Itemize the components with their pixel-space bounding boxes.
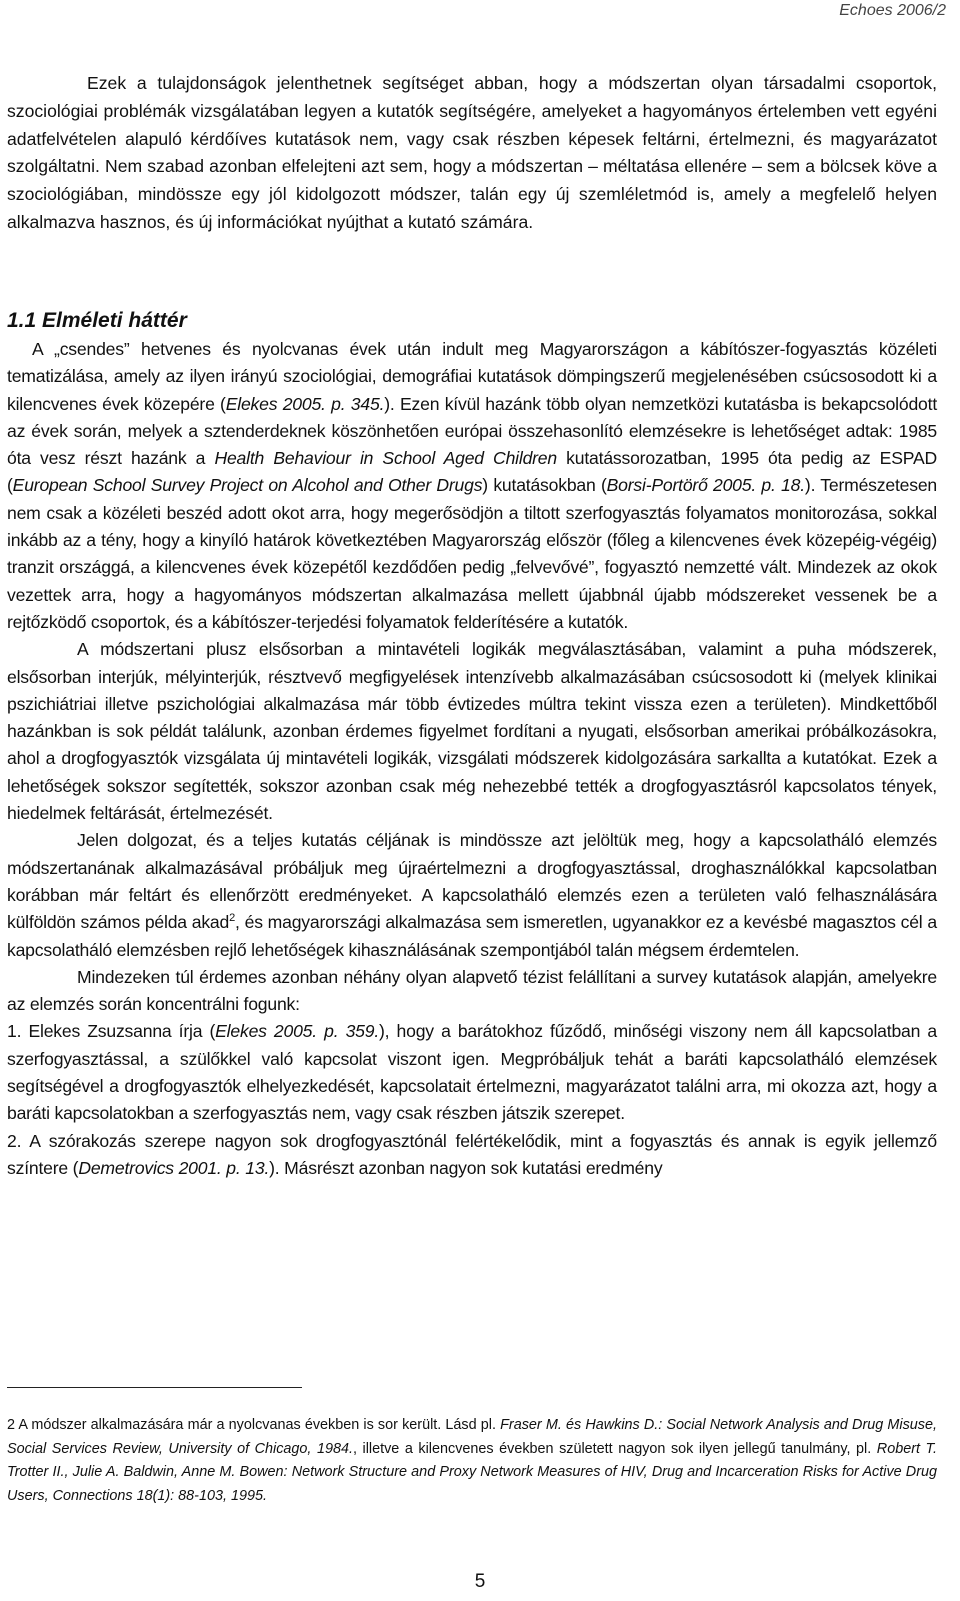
text-run: Jelen dolgozat, és a teljes kutatás céljának is mindössze azt jelöltük meg, hogy a kapcsolatháló elemzés módszertanának alkalmazásával próbáljuk meg újraértelmezni a drogfogyasztással, droghasználókkal kapcsolatban korábban már feltárt és ellenőrzött eredményeket. A kapcsolatháló elemzés ezen a területen való felhasználására külföldön számos példa akad [7,830,937,933]
text-run: A módszer alkalmazására már a nyolcvanas években is sor került. Lásd pl. [15,1417,501,1433]
citation: Elekes 2005. p. 345. [225,393,385,414]
footnote-text [7,1414,937,1508]
text-run: kutatássorozatban, 1995 óta pedig az ESPAD ( [7,448,937,496]
text-run: 2. A szórakozás szerepe nagyon sok drogfogyasztónál felértékelődik, mint a fogyasztás és annak is egyik jellemző színtere ( [7,1130,937,1178]
paragraph-3 [7,827,937,963]
study-name: European School Survey Project on Alcohol and Other Drugs [12,475,483,496]
list-item-1 [7,1018,937,1127]
intro-paragraph: Ezek a tulajdonságok jelenthetnek segítséget abban, hogy a módszertan olyan társadalmi csoportok, szociológiai problémák vizsgálatában legyen a kutatók segítségére, amelyeket a hagyományos értelemben vett egyéni adatfelvételen alapuló kérdőíves kutatások nem, vagy csak részben képesek feltárni, értelmezni, és magyarázatot szolgáltatni. Nem szabad azonban elfelejteni azt sem, hogy a módszertan – méltatása ellenére – sem a bölcsek köve a szociológiában, mindössze egy jól kidolgozott módszer, talán egy új szemléletmód is, amely a megfelelő helyen alkalmazva hasznos, és új információkat nyújthat a kutató számára. [7,73,937,232]
paragraph-2: A módszertani plusz elsősorban a mintavételi logikák megválasztásában, valamint a puha módszerek, elsősorban interjúk, mélyinterjúk, résztvevő megfigyelések intenzívebb alkalmazásában csúcsosodott ki (melyek klinikai pszichiátriai illetve pszichológiai alkalmazása már több évtizedes múltra tekint vissza ezen a területen). Mindkettőből hazánkban is sok példát találunk, azonban érdemes figyelmet fordítani a nyugati, elsősorban amerikai próbálkozásokra, ahol a drogfogyasztók vizsgálata új mintavételi logikák, vizsgálati módszerek kidolgozására sarkallta a kutatókat. Ezek a lehetőségek sokszor segítették, sokszor azonban csak még nehezebbé tették a drogfogyasztásról kapcsolatos tények, hiedelmek feltárását, értelmezését. [7,639,937,824]
list-item-2 [7,1128,937,1183]
footnote-separator [7,1387,302,1388]
footnote-ref: 2 [229,912,236,925]
text-run: ). Másrészt azonban nagyon sok kutatási eredmény [269,1157,663,1178]
text-run: ), hogy a barátokhoz fűződő, minőségi viszony nem áll kapcsolatban a szerfogyasztással, a szülőkkel való kapcsolat viszont igen. Megpróbáljuk tehát a baráti kapcsolatháló elemzések segítségével a drogfogyasztók elhelyezkedését, kapcsolatait értelmezni, magyarázatot találni arra, mi okozza azt, hogy a baráti kapcsolatokban a szerfogyasztás nem, vagy csak részben játszik szerepet. [7,1021,937,1124]
text-run: ). Természetesen nem csak a közéleti beszéd adott okot arra, hogy megerősödjön a tiltott szerfogyasztás folyamatos monitorozása, sokkal inkább az a tény, hogy a kinyíló határok következtében Magyarország először (főleg a kilencvenes évek közepéig-végéig) tranzit országgá, a kilencvenes évek közepétől kezdődően pedig „felvevővé”, fogyasztó nemzetté vált. Mindezek az okok vezettek arra, hogy a hagyományos módszertan alkalmazása mellett újabbnál újabb módszereket vessenek be a rejtőzködő csoportok, és a kábítószer-terjedési folyamatok felderítésére a kutatók. [7,475,937,632]
citation: Elekes 2005. p. 359. [215,1021,380,1042]
citation: Demetrovics 2001. p. 13. [78,1157,270,1178]
paragraph-1 [7,336,937,636]
text-run: ) kutatásokban ( [482,475,607,496]
citation: Borsi-Portörő 2005. p. 18. [606,475,805,496]
text-run: A „csendes” hetvenes és nyolcvanas évek után indult meg Magyarországon a kábítószer-fogyasztás közéleti tematizálása, amely az ilyen irányú szociológiai, demográfiai kutatások dömpingszerű megjelenésében csúcsosodott ki a kilencvenes évek közepére ( [7,339,937,414]
section-heading: 1.1 Elméleti háttér [7,309,187,332]
reference: Robert T. Trotter II., Julie A. Baldwin, Anne M. Bowen: Network Structure and Proxy Network Measures of HIV, Drug and Incarceration Risks for Active Drug Users, Connections 18(1): 88-103, 1995. [7,1440,937,1504]
study-name: Health Behaviour in School Aged Children [214,448,557,469]
reference: Fraser M. és Hawkins D.: Social Network Analysis and Drug Misuse, Social Services Review, University of Chicago, 1984. [7,1417,937,1457]
paragraph-4: Mindezeken túl érdemes azonban néhány olyan alapvető tézist felállítani a survey kutatások alapján, amelyekre az elemzés során koncentrálni fogunk: [7,966,937,1015]
text-run: , és magyarországi alkalmazása sem ismeretlen, ugyanakkor ez a kevésbé magasztos cél a kapcsolatháló elemzésben rejlő lehetőségek kihasználásának szempontjából talán mégsem érdemtelen. [7,912,937,960]
running-header: Echoes 2006/2 [839,2,946,19]
footnote-number: 2 [7,1417,16,1433]
text-run: , illetve a kilencvenes években született nagyon sok ilyen jellegű tanulmány, pl. [352,1440,877,1457]
intro-section [7,70,937,237]
text-run: 1. Elekes Zsuzsanna írja ( [7,1021,216,1042]
footnote [7,1414,937,1508]
text-run: ). Ezen kívül hazánk több olyan nemzetközi kutatásba is bekapcsolódott az évek során, melyek a sztenderdeknek köszönhetően európai összehasonlító elemzésekre is lehetőséget adtak: 1985 óta vesz részt hazánk a [7,393,938,469]
section-body [7,336,937,1182]
page-number: 5 [474,1571,486,1592]
